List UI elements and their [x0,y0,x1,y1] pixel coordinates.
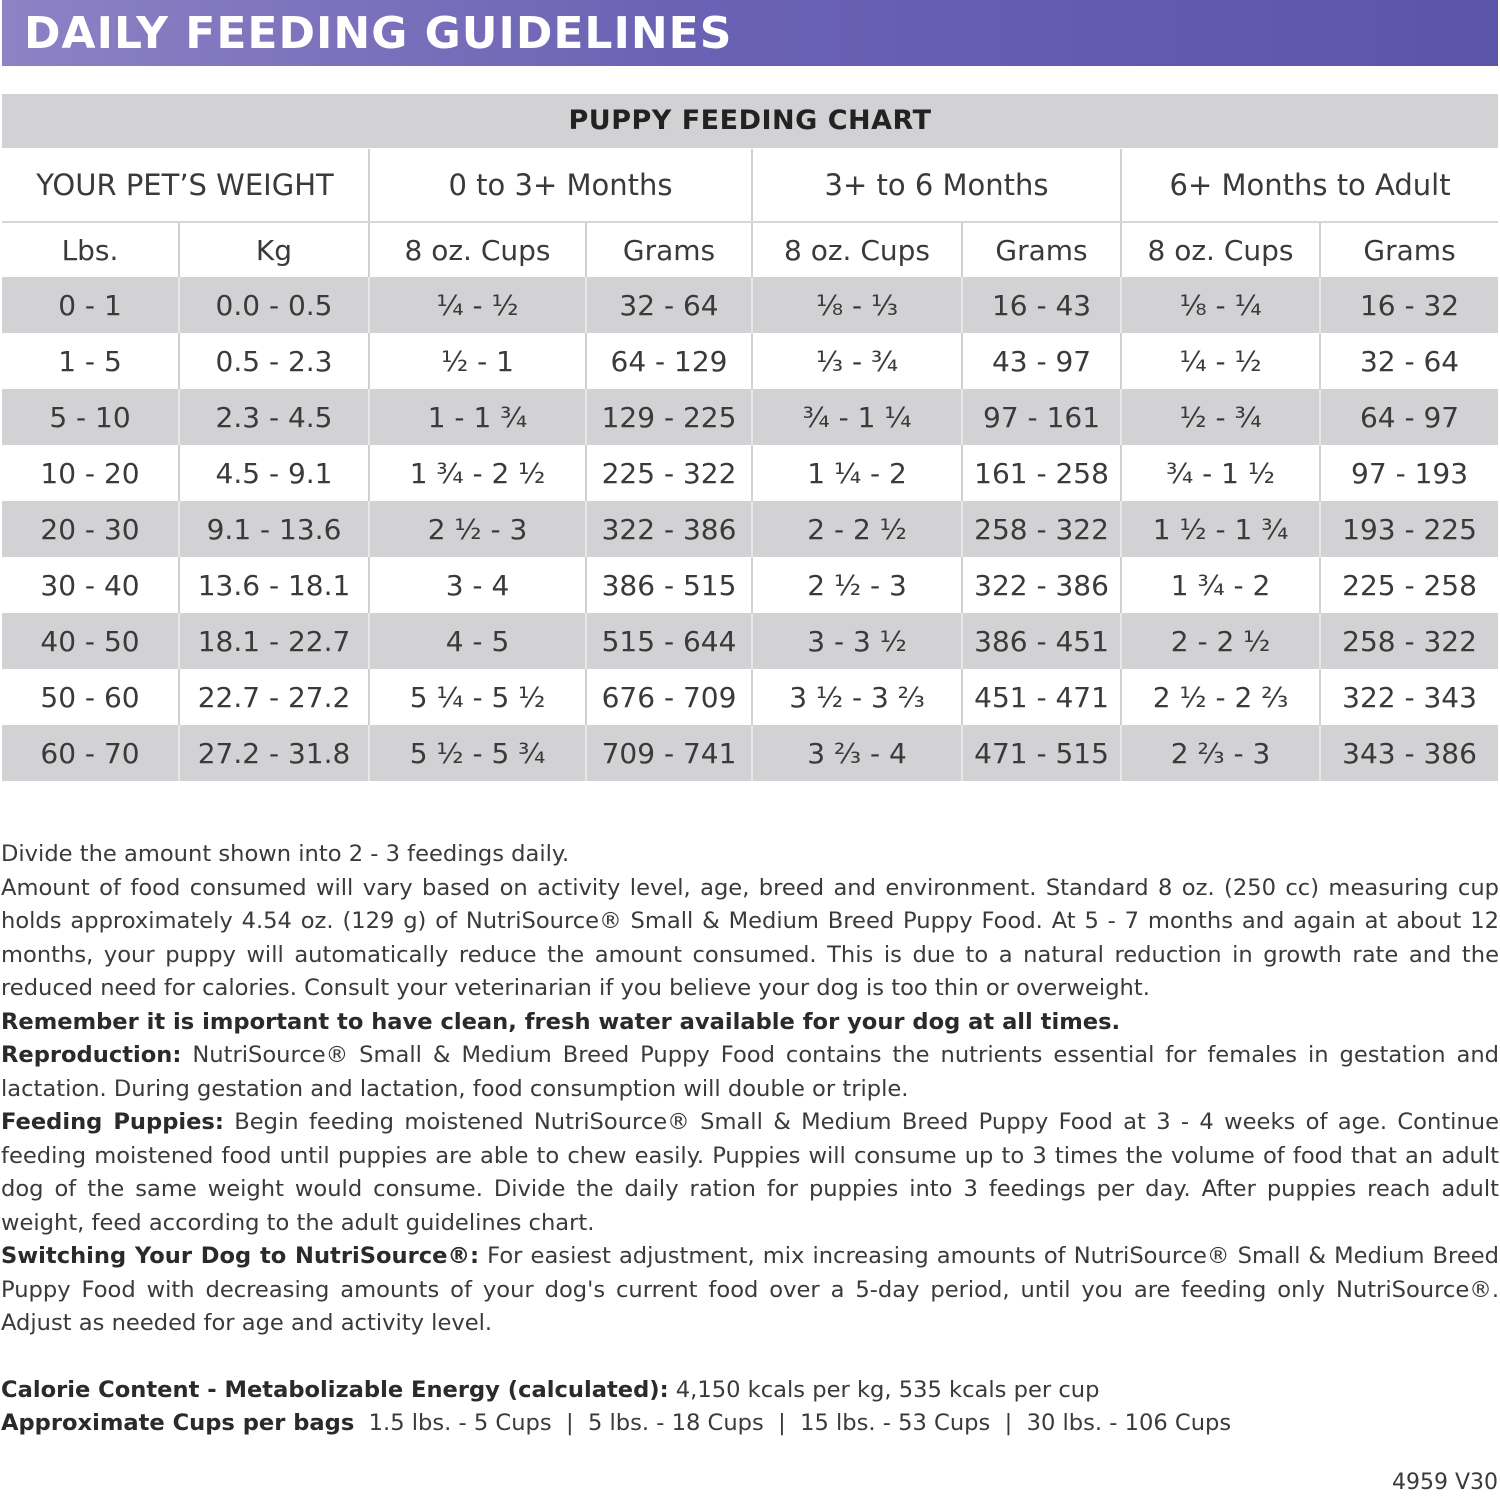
table-cell: 16 - 32 [1320,277,1498,333]
table-cell: 97 - 161 [962,389,1121,445]
table-cell: 32 - 64 [1320,333,1498,389]
reproduction-label: Reproduction: [1,1042,182,1068]
table-cell: 0.0 - 0.5 [179,277,369,333]
water-note: Remember it is important to have clean, fresh water available for your dog at all times. [1,1008,1121,1035]
table-cell: 1 ³⁄₄ - 2 [1121,557,1320,613]
table-cell: ¹⁄₂ - 1 [369,333,586,389]
table-cell: 386 - 515 [586,557,752,613]
amount-note: Amount of food consumed will vary based on activity level, age, breed and environment. Standard 8 oz. (250 cc) measuring cup holds approximately 4.54 oz. (129 g) of NutriSource® Small & Medium Breed Puppy Food. At 5 - 7 months and again at about 12 months, your puppy will automatically reduce the amount consumed. This is due to a natural reduction in growth rate and the reduced need for calories. Consult your veterinarian if you believe your dog is too thin or overweight. [1,874,1499,1001]
table-cell: 709 - 741 [586,725,752,781]
table-cell: 1 - 1 ³⁄₄ [369,389,586,445]
table-cell: 30 - 40 [40,568,140,602]
cups-per-bag-note: Approximate Cups per bags 1.5 lbs. - 5 Cups | 5 lbs. - 18 Cups | 15 lbs. - 53 Cups | 30 lbs. - 106 Cups [1,1410,1232,1436]
table-cell: 322 - 386 [962,557,1121,613]
calorie-label: Calorie Content - Metabolizable Energy (calculated): [1,1376,669,1403]
puppy-feeding-table [2,149,1498,781]
table-row [2,389,1498,445]
table-cell: ¹⁄₈ - ¹⁄₃ [752,277,962,333]
table-cell: ¹⁄₄ - ¹⁄₂ [1121,333,1320,389]
divide-note: Divide the amount shown into 2 - 3 feedings daily. [1,841,570,867]
table-cell: 3 - 3 ¹⁄₂ [752,613,962,669]
table-row [2,725,1498,781]
table-cell: 322 - 343 [1320,669,1498,725]
table-cell: 129 - 225 [586,389,752,445]
reproduction-note: Reproduction: NutriSource® Small & Medium Breed Puppy Food contains the nutrients essential for females in gestation and lactation. During gestation and lactation, food consumption will double or triple. [1,1042,1499,1102]
table-row [2,277,1498,333]
table-cell: ¹⁄₃ - ³⁄₄ [752,333,962,389]
table-cell: 10 - 20 [40,456,140,490]
table-cell: 515 - 644 [586,613,752,669]
table-cell: 225 - 258 [1320,557,1498,613]
table-cell: 64 - 129 [586,333,752,389]
unit-header-cups: 8 oz. Cups [752,222,962,277]
age-3-6-header: 3+ to 6 Months [752,149,1121,222]
table-cell: 5 ¹⁄₂ - 5 ³⁄₄ [369,725,586,781]
unit-header-cups: 8 oz. Cups [1121,222,1320,277]
table-cell: 60 - 70 [2,725,179,781]
table-row [2,669,1498,725]
table-cell: 1 ¹⁄₄ - 2 [752,445,962,501]
table-cell: ¹⁄₈ - ¹⁄₄ [1121,277,1320,333]
table-cell: 9.1 - 13.6 [179,501,369,557]
chart-title: PUPPY FEEDING CHART [2,94,1498,148]
table-cell: 64 - 97 [1320,389,1498,445]
table-cell: 4.5 - 9.1 [179,445,369,501]
table-cell: 1 ³⁄₄ - 2 ¹⁄₂ [369,445,586,501]
table-cell: 258 - 322 [1320,613,1498,669]
table-cell: 2 ¹⁄₂ - 3 [752,557,962,613]
table-cell: 322 - 386 [586,501,752,557]
table-cell: 193 - 225 [1320,501,1498,557]
table-cell: 0.5 - 2.3 [179,333,369,389]
header-banner [2,0,1498,66]
table-cell: ³⁄₄ - 1 ¹⁄₂ [1121,445,1320,501]
unit-header-grams: Grams [962,222,1121,277]
table-cell: 50 - 60 [40,680,140,714]
table-row [2,501,1498,557]
table-cell: 40 - 50 [2,613,179,669]
table-cell: 2 ¹⁄₂ - 2 ²⁄₃ [1121,669,1320,725]
unit-header-lbs: Lbs. [61,233,119,267]
table-cell: 2 - 2 ¹⁄₂ [1121,613,1320,669]
table-cell: 27.2 - 31.8 [179,725,369,781]
cups-label: Approximate Cups per bags [1,1410,355,1436]
table-cell: 32 - 64 [586,277,752,333]
product-code: 4959 V30 [1391,1470,1498,1495]
table-cell: 1 - 5 [58,344,122,378]
calorie-note: Calorie Content - Metabolizable Energy (calculated): 4,150 kcals per kg, 535 kcals per cup [1,1376,1100,1403]
feeding-puppies-note: Feeding Puppies: Begin feeding moistened NutriSource® Small & Medium Breed Puppy Food at 3 - 4 weeks of age. Continue feeding moistened food until puppies are able to chew easily. Puppies will consume up to 3 times the volume of food that an adult dog of the same weight would consume. Divide the daily ration for puppies into 3 feedings per day. After puppies reach adult weight, feed according to the adult guidelines chart. [1,1109,1499,1236]
table-cell: 3 ²⁄₃ - 4 [752,725,962,781]
table-cell: 5 ¹⁄₄ - 5 ¹⁄₂ [369,669,586,725]
unit-header-kg: Kg [179,222,369,277]
unit-header-cups: 8 oz. Cups [369,222,586,277]
switching-note: Switching Your Dog to NutriSource®: For easiest adjustment, mix increasing amounts of NutriSource® Small & Medium Breed Puppy Food with decreasing amounts of your dog's current food over a 5-day period, until you are feeding only NutriSource®. Adjust as needed for age and activity level. [1,1243,1499,1336]
table-cell: 3 - 4 [369,557,586,613]
table-cell: 18.1 - 22.7 [179,613,369,669]
page-title: DAILY FEEDING GUIDELINES [24,8,733,59]
age-6-adult-header: 6+ Months to Adult [1121,149,1498,222]
weight-group-header: YOUR PET’S WEIGHT [2,149,369,222]
table-cell: 0 - 1 [2,277,179,333]
table-cell: ³⁄₄ - 1 ¹⁄₄ [752,389,962,445]
table-cell: 16 - 43 [962,277,1121,333]
table-cell: 451 - 471 [962,669,1121,725]
table-cell: 5 - 10 [2,389,179,445]
table-cell: 676 - 709 [586,669,752,725]
table-cell: 43 - 97 [962,333,1121,389]
table-cell: 2 - 2 ¹⁄₂ [752,501,962,557]
table-cell: 4 - 5 [369,613,586,669]
table-cell: ¹⁄₂ - ³⁄₄ [1121,389,1320,445]
unit-header-grams: Grams [586,222,752,277]
table-cell: 2 ²⁄₃ - 3 [1121,725,1320,781]
table-cell: 2 ¹⁄₂ - 3 [369,501,586,557]
table-cell: 2.3 - 4.5 [179,389,369,445]
table-cell: 258 - 322 [962,501,1121,557]
table-cell: 97 - 193 [1320,445,1498,501]
table-cell: 1 ¹⁄₂ - 1 ³⁄₄ [1121,501,1320,557]
notes-section [1,838,1499,1441]
table-cell: 3 ¹⁄₂ - 3 ²⁄₃ [752,669,962,725]
table-cell: 22.7 - 27.2 [179,669,369,725]
table-cell: 343 - 386 [1320,725,1498,781]
feeding-label: Feeding Puppies: [1,1109,224,1135]
table-cell: 161 - 258 [962,445,1121,501]
table-cell: 386 - 451 [962,613,1121,669]
unit-header-grams: Grams [1320,222,1498,277]
table-cell: ¹⁄₄ - ¹⁄₂ [369,277,586,333]
table-cell: 13.6 - 18.1 [179,557,369,613]
switching-label: Switching Your Dog to NutriSource®: [1,1243,480,1269]
table-row [2,445,1498,501]
table-row [2,333,1498,389]
age-0-3-header: 0 to 3+ Months [369,149,752,222]
table-cell: 471 - 515 [962,725,1121,781]
table-cell: 20 - 30 [2,501,179,557]
table-row [2,557,1498,613]
table-row [2,613,1498,669]
table-cell: 225 - 322 [586,445,752,501]
